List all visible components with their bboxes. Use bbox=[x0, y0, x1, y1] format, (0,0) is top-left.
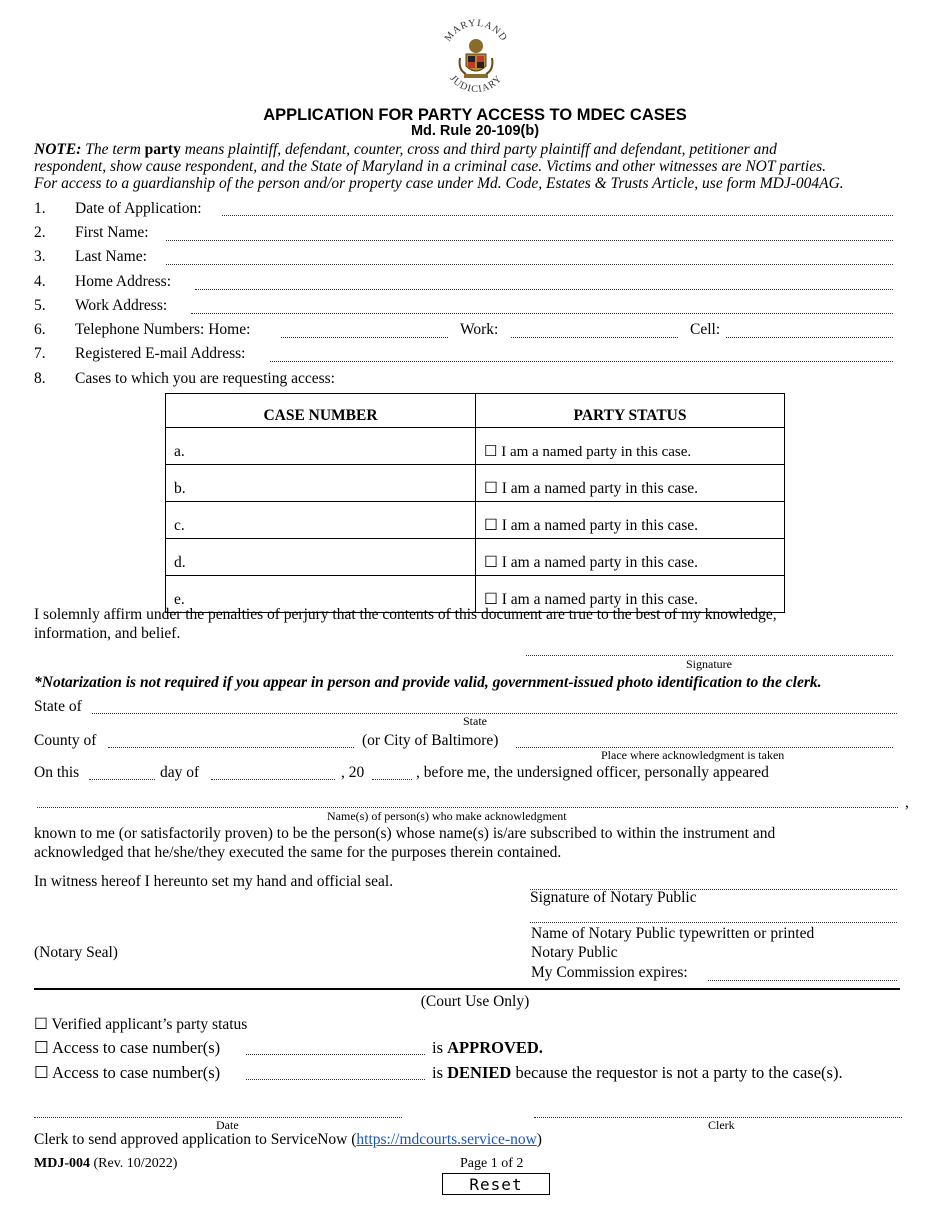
place-caption: Place where acknowledgment is taken bbox=[601, 748, 785, 762]
note-label: NOTE: bbox=[34, 141, 82, 158]
field-6-num: 6. bbox=[34, 321, 46, 338]
maryland-judiciary-seal bbox=[436, 14, 516, 98]
case-number-cell[interactable] bbox=[166, 465, 476, 502]
note-line-3: For access to a guardianship of the person and/or property case under Md. Code, Estates & Trusts Article, use form MDJ-004AG. bbox=[34, 175, 844, 192]
court-use-divider bbox=[34, 988, 900, 990]
notarization-note: *Notarization is not required if you appear in person and provide valid, government-issued photo identification to the clerk. bbox=[34, 674, 822, 691]
telephone-work-field[interactable] bbox=[511, 337, 678, 338]
first-name-field[interactable] bbox=[166, 240, 893, 241]
table-row bbox=[166, 428, 785, 465]
notary-name-caption: Name of Notary Public typewritten or printed bbox=[531, 925, 815, 942]
month-field[interactable] bbox=[211, 779, 335, 780]
clerk-send-instruction bbox=[34, 1131, 542, 1149]
field-7-num: 7. bbox=[34, 345, 46, 362]
denied-is: is bbox=[432, 1063, 448, 1082]
party-status-label: ☐ I am a named party in this case. bbox=[484, 480, 699, 497]
date-caption: Date bbox=[216, 1118, 239, 1132]
svg-text:JUDICIARY: JUDICIARY bbox=[447, 73, 505, 96]
day-of-label: day of bbox=[160, 764, 200, 781]
county-field[interactable] bbox=[108, 747, 354, 748]
field-4-num: 4. bbox=[34, 273, 46, 290]
last-name-label: Last Name: bbox=[75, 248, 147, 265]
commission-label: My Commission expires: bbox=[531, 964, 688, 981]
witness-text: In witness hereof I hereunto set my hand and official seal. bbox=[34, 873, 394, 890]
note-line1-post: means plaintiff, defendant, counter, cross and third party plaintiff and defendant, petitioner and bbox=[180, 141, 777, 158]
field-3-num: 3. bbox=[34, 248, 46, 265]
case-number-cell[interactable] bbox=[166, 502, 476, 539]
table-row bbox=[166, 539, 785, 576]
telephone-home-label: Telephone Numbers: Home: bbox=[75, 321, 251, 338]
note-line-1 bbox=[34, 141, 777, 159]
commission-field[interactable] bbox=[708, 980, 897, 981]
city-of-baltimore-label: (or City of Baltimore) bbox=[362, 732, 499, 749]
note-pre: The term bbox=[81, 141, 145, 158]
party-status-label: ☐ I am a named party in this case. bbox=[484, 444, 692, 460]
field-5-num: 5. bbox=[34, 297, 46, 314]
note-line-2: respondent, show cause respondent, and the State of Maryland in a criminal case. Victims and other witnesses are NOT parties. bbox=[34, 158, 827, 175]
notary-seal-label: (Notary Seal) bbox=[34, 944, 118, 961]
telephone-cell-field[interactable] bbox=[726, 337, 893, 338]
year-prefix-label: , 20 bbox=[341, 764, 365, 781]
names-comma: , bbox=[905, 794, 909, 811]
approved-text bbox=[432, 1038, 543, 1058]
clerk-send-post: ) bbox=[536, 1131, 542, 1148]
court-use-header: (Court Use Only) bbox=[420, 993, 530, 1010]
party-status-header: PARTY STATUS bbox=[476, 394, 785, 428]
table-row bbox=[166, 465, 785, 502]
form-id-code: MDJ-004 bbox=[34, 1156, 90, 1171]
affirm-line-1: I solemnly affirm under the penalties of perjury that the contents of this document are true to the best of my knowledge, bbox=[34, 606, 777, 623]
row-letter: b. bbox=[174, 480, 186, 497]
party-status-checkbox[interactable] bbox=[476, 428, 785, 465]
form-revision: (Rev. 10/2022) bbox=[90, 1156, 178, 1171]
state-field[interactable] bbox=[92, 713, 897, 714]
field-2-num: 2. bbox=[34, 224, 46, 241]
known-line-2: acknowledged that he/she/they executed the same for the purposes therein contained. bbox=[34, 844, 562, 861]
party-status-label: ☐ I am a named party in this case. bbox=[484, 591, 699, 608]
cases-table-header bbox=[166, 394, 785, 428]
party-status-label: ☐ I am a named party in this case. bbox=[484, 517, 699, 534]
field-1-num: 1. bbox=[34, 200, 46, 217]
cases-label: Cases to which you are requesting access: bbox=[75, 370, 335, 387]
on-this-label: On this bbox=[34, 764, 80, 781]
row-letter: c. bbox=[174, 517, 185, 534]
cases-table bbox=[165, 393, 785, 613]
day-field[interactable] bbox=[89, 779, 155, 780]
denied-case-numbers-field[interactable] bbox=[246, 1079, 425, 1080]
last-name-field[interactable] bbox=[166, 264, 893, 265]
home-address-label: Home Address: bbox=[75, 273, 172, 290]
deny-access-checkbox[interactable]: ☐ Access to case number(s) bbox=[34, 1063, 221, 1082]
first-name-label: First Name: bbox=[75, 224, 149, 241]
case-number-header: CASE NUMBER bbox=[166, 394, 476, 428]
case-number-cell[interactable] bbox=[166, 428, 476, 465]
form-id bbox=[34, 1156, 177, 1172]
approved-word: APPROVED. bbox=[447, 1038, 543, 1057]
case-number-cell[interactable] bbox=[166, 539, 476, 576]
party-status-checkbox[interactable] bbox=[476, 502, 785, 539]
row-letter: a. bbox=[174, 443, 185, 460]
telephone-cell-label: Cell: bbox=[690, 321, 721, 338]
denied-rest: because the requestor is not a party to the case(s). bbox=[511, 1063, 843, 1082]
known-line-1: known to me (or satisfactorily proven) to be the person(s) whose name(s) is/are subscribed to within the instrument and bbox=[34, 825, 776, 842]
year-field[interactable] bbox=[372, 779, 412, 780]
work-address-field[interactable] bbox=[191, 313, 893, 314]
verified-party-status-checkbox[interactable]: ☐ Verified applicant’s party status bbox=[34, 1016, 248, 1033]
row-letter: e. bbox=[174, 591, 185, 608]
row-letter: d. bbox=[174, 554, 186, 571]
party-status-checkbox[interactable] bbox=[476, 465, 785, 502]
svg-text:MARYLAND: MARYLAND bbox=[442, 17, 510, 44]
notary-public-label: Notary Public bbox=[531, 944, 618, 961]
clerk-send-pre: Clerk to send approved application to ServiceNow ( bbox=[34, 1131, 357, 1148]
acknowledgment-names-field[interactable] bbox=[37, 807, 898, 808]
signature-caption: Signature bbox=[686, 657, 732, 671]
approved-case-numbers-field[interactable] bbox=[246, 1054, 425, 1055]
denied-text bbox=[432, 1063, 843, 1083]
denied-word: DENIED bbox=[447, 1063, 512, 1082]
date-of-application-field[interactable] bbox=[222, 215, 893, 216]
email-label: Registered E-mail Address: bbox=[75, 345, 246, 362]
approve-access-checkbox[interactable]: ☐ Access to case number(s) bbox=[34, 1038, 221, 1057]
state-caption: State bbox=[463, 714, 487, 728]
telephone-work-label: Work: bbox=[460, 321, 499, 338]
date-of-application-label: Date of Application: bbox=[75, 200, 202, 217]
party-status-label: ☐ I am a named party in this case. bbox=[484, 554, 699, 571]
note-party: party bbox=[144, 141, 181, 158]
notary-signature-caption: Signature of Notary Public bbox=[530, 889, 697, 906]
servicenow-link[interactable]: https://mdcourts.service-now bbox=[356, 1131, 537, 1148]
email-field[interactable] bbox=[270, 361, 893, 362]
names-caption: Name(s) of person(s) who make acknowledgment bbox=[327, 809, 567, 823]
approved-is: is bbox=[432, 1038, 448, 1057]
form-rule: Md. Rule 20-109(b) bbox=[410, 123, 540, 139]
work-address-label: Work Address: bbox=[75, 297, 168, 314]
notary-name-field[interactable] bbox=[530, 922, 897, 923]
state-label: State of bbox=[34, 698, 82, 715]
signature-field[interactable] bbox=[526, 655, 893, 656]
form-title: APPLICATION FOR PARTY ACCESS TO MDEC CASES bbox=[263, 106, 687, 124]
table-row bbox=[166, 502, 785, 539]
field-8-num: 8. bbox=[34, 370, 46, 387]
home-address-field[interactable] bbox=[195, 289, 893, 290]
before-me-label: , before me, the undersigned officer, personally appeared bbox=[416, 764, 769, 781]
clerk-caption: Clerk bbox=[708, 1118, 735, 1132]
reset-button[interactable]: Reset bbox=[442, 1173, 550, 1195]
telephone-home-field[interactable] bbox=[281, 337, 448, 338]
page-number: Page 1 of 2 bbox=[460, 1156, 524, 1171]
affirm-line-2: information, and belief. bbox=[34, 625, 181, 642]
county-label: County of bbox=[34, 732, 97, 749]
party-status-checkbox[interactable] bbox=[476, 539, 785, 576]
